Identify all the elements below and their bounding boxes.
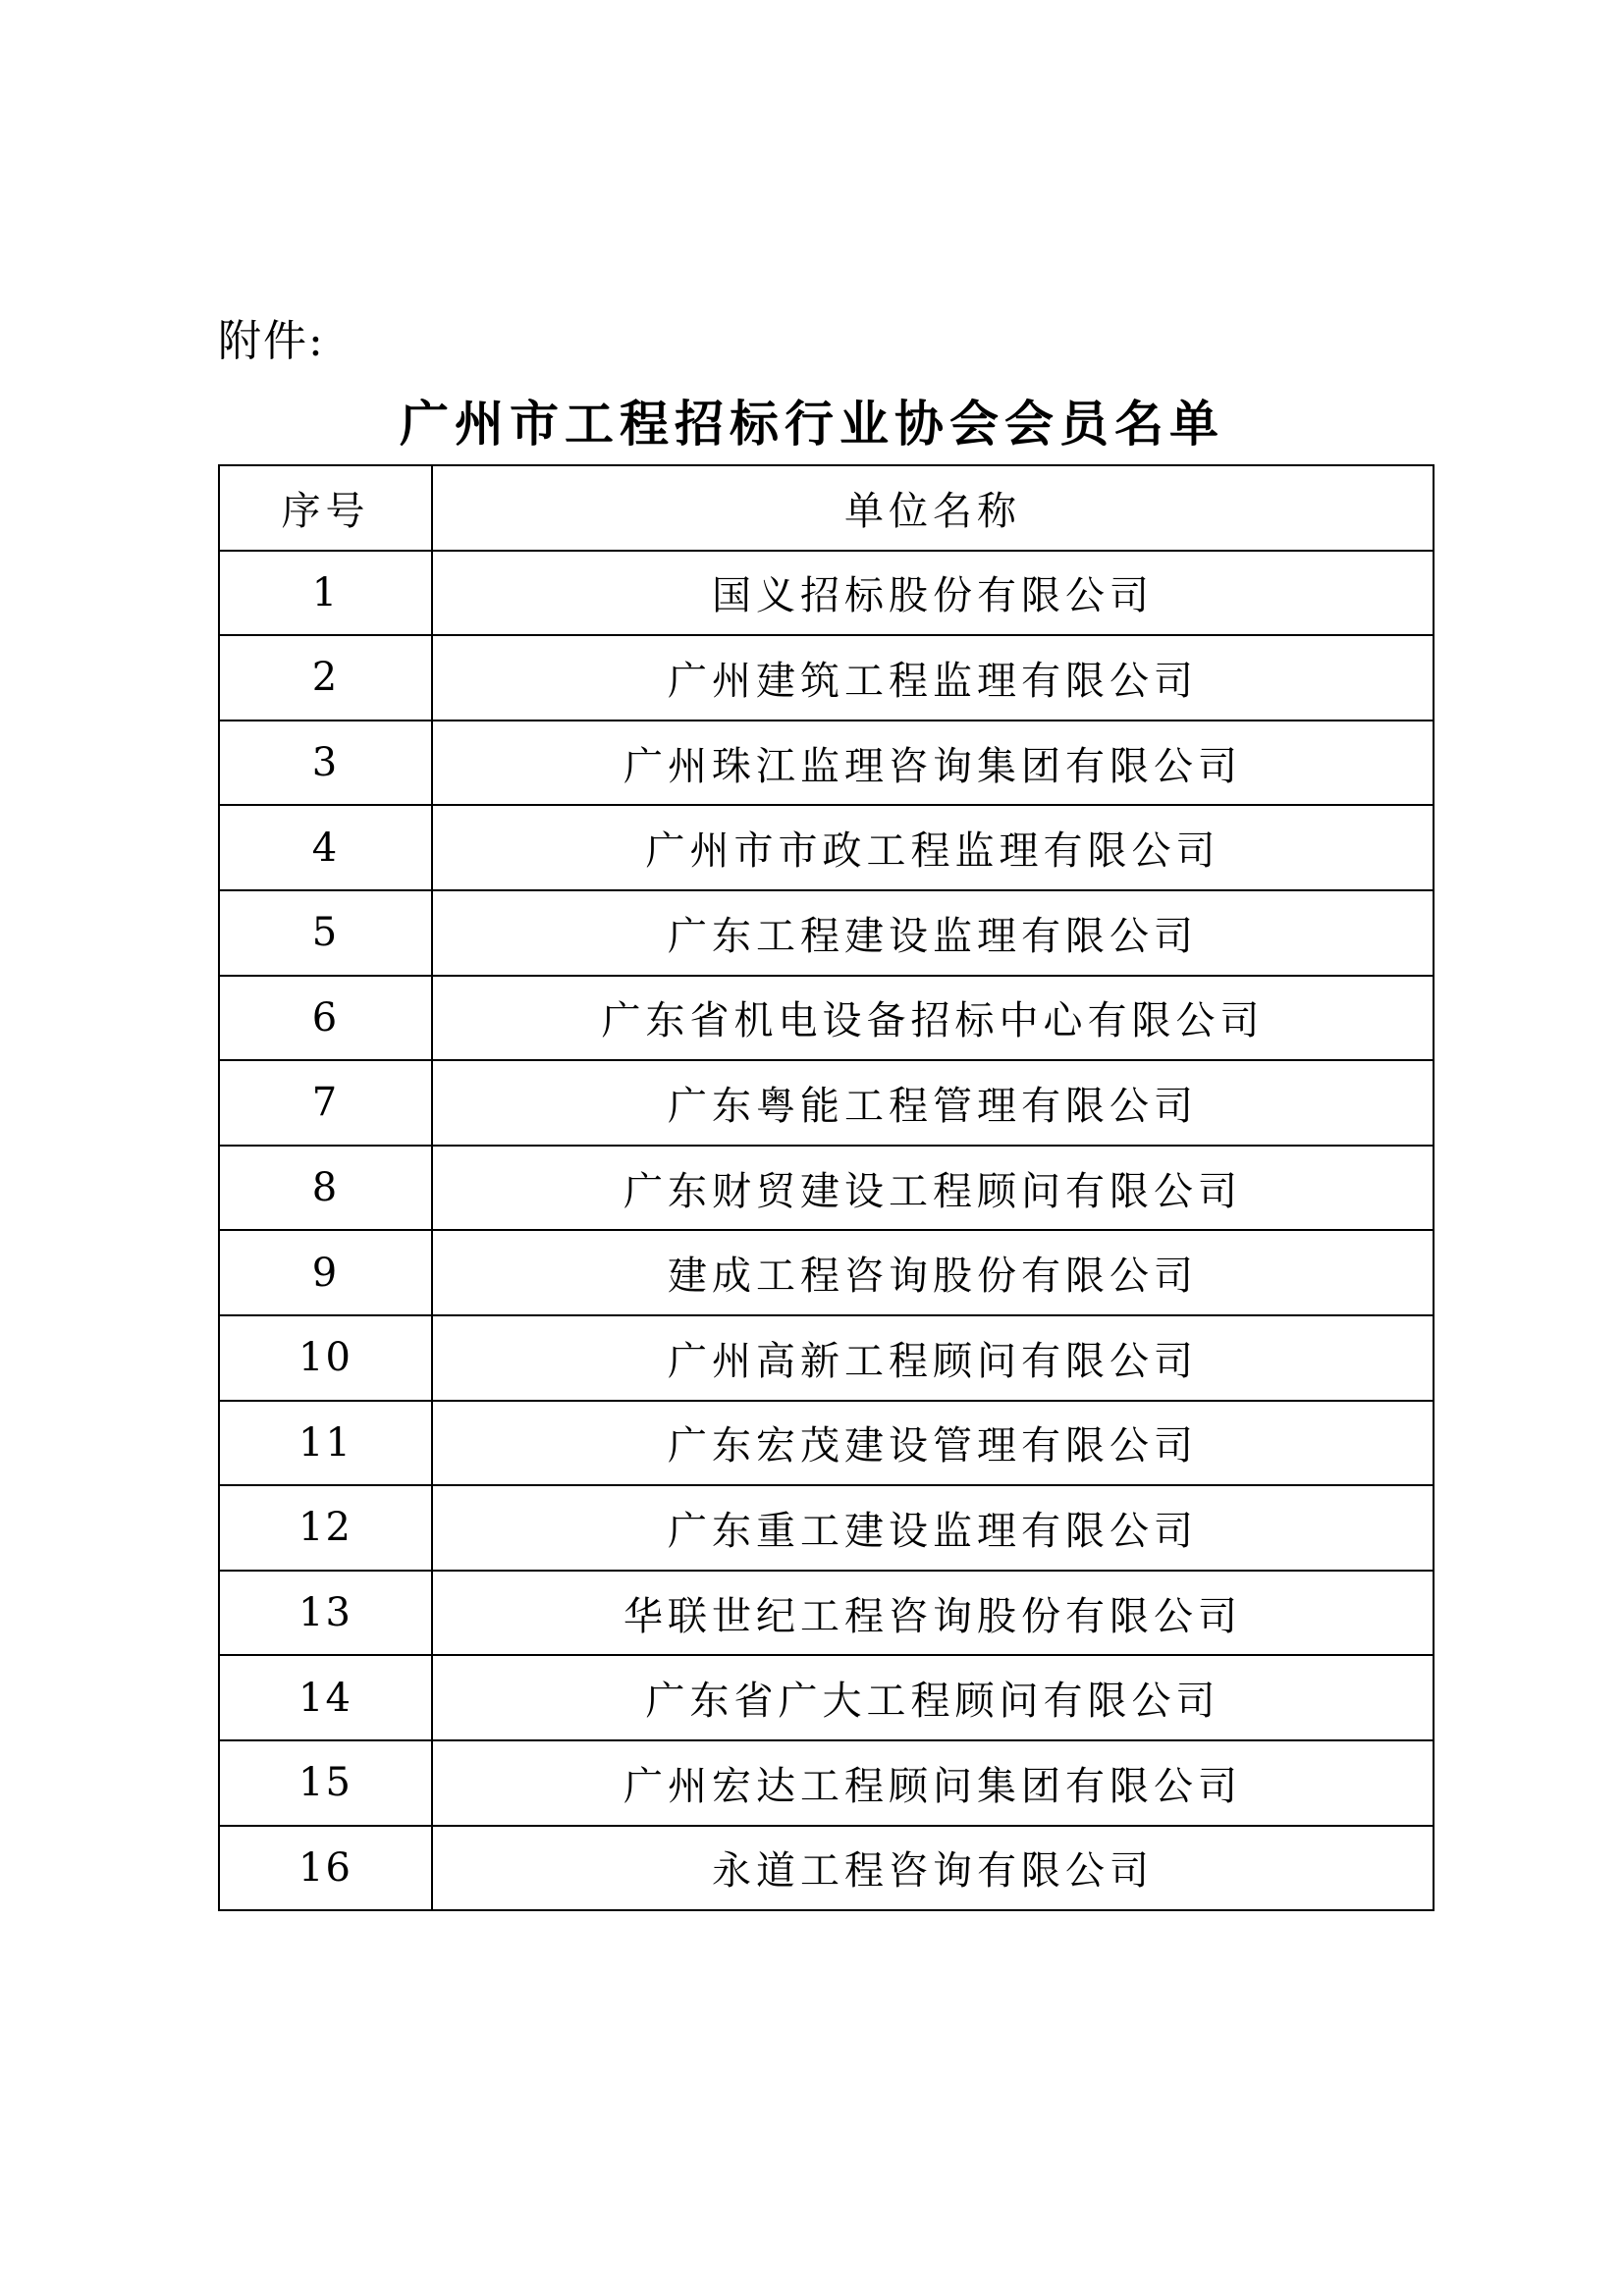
- unit-name: 广东省机电设备招标中心有限公司: [432, 976, 1434, 1061]
- attachment-label: 附件:: [218, 316, 325, 366]
- row-number: 2: [219, 635, 432, 721]
- table-header-row: [219, 465, 1434, 551]
- table-row: [219, 890, 1434, 976]
- row-number: 9: [219, 1230, 432, 1315]
- row-number: 16: [219, 1826, 432, 1911]
- table-row: [219, 551, 1434, 636]
- table-row: [219, 635, 1434, 721]
- unit-name: 国义招标股份有限公司: [432, 551, 1434, 636]
- table-row: [219, 1740, 1434, 1826]
- table-row: [219, 1655, 1434, 1740]
- table-row: [219, 1146, 1434, 1231]
- row-number: 14: [219, 1655, 432, 1740]
- row-number: 6: [219, 976, 432, 1061]
- row-number: 3: [219, 721, 432, 806]
- row-number: 8: [219, 1146, 432, 1231]
- row-number: 10: [219, 1315, 432, 1401]
- row-number: 5: [219, 890, 432, 976]
- table-row: [219, 805, 1434, 890]
- row-number: 15: [219, 1740, 432, 1826]
- column-header-unit-name: 单位名称: [432, 465, 1434, 551]
- row-number: 13: [219, 1571, 432, 1656]
- unit-name: 广东财贸建设工程顾问有限公司: [432, 1146, 1434, 1231]
- unit-name: 广州高新工程顾问有限公司: [432, 1315, 1434, 1401]
- table-row: [219, 1060, 1434, 1146]
- column-header-number: 序号: [219, 465, 432, 551]
- table-row: [219, 721, 1434, 806]
- document-title: 广州市工程招标行业协会会员名单: [400, 395, 1224, 453]
- member-list-table: [218, 464, 1435, 1911]
- row-number: 4: [219, 805, 432, 890]
- row-number: 12: [219, 1485, 432, 1571]
- unit-name: 广州珠江监理咨询集团有限公司: [432, 721, 1434, 806]
- row-number: 1: [219, 551, 432, 636]
- table-row: [219, 1485, 1434, 1571]
- unit-name: 广州建筑工程监理有限公司: [432, 635, 1434, 721]
- unit-name: 永道工程咨询有限公司: [432, 1826, 1434, 1911]
- table-row: [219, 1571, 1434, 1656]
- unit-name: 广东粤能工程管理有限公司: [432, 1060, 1434, 1146]
- unit-name: 广州宏达工程顾问集团有限公司: [432, 1740, 1434, 1826]
- unit-name: 广州市市政工程监理有限公司: [432, 805, 1434, 890]
- table-row: [219, 1826, 1434, 1911]
- unit-name: 广东省广大工程顾问有限公司: [432, 1655, 1434, 1740]
- row-number: 11: [219, 1401, 432, 1486]
- table-row: [219, 1230, 1434, 1315]
- unit-name: 广东宏茂建设管理有限公司: [432, 1401, 1434, 1486]
- row-number: 7: [219, 1060, 432, 1146]
- unit-name: 广东重工建设监理有限公司: [432, 1485, 1434, 1571]
- table-row: [219, 976, 1434, 1061]
- unit-name: 华联世纪工程咨询股份有限公司: [432, 1571, 1434, 1656]
- table-row: [219, 1401, 1434, 1486]
- unit-name: 广东工程建设监理有限公司: [432, 890, 1434, 976]
- table-row: [219, 1315, 1434, 1401]
- unit-name: 建成工程咨询股份有限公司: [432, 1230, 1434, 1315]
